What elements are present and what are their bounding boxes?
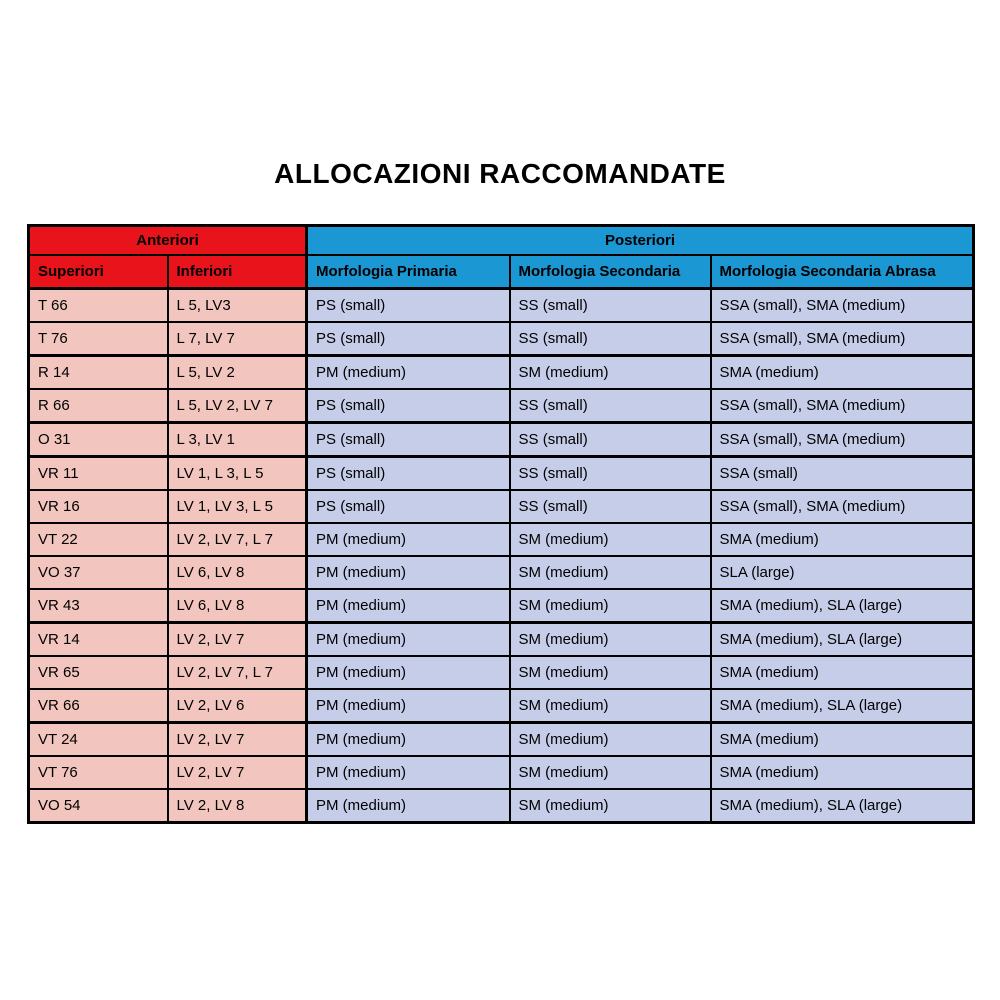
cell-morfologia-secondaria: SM (medium) [510, 789, 711, 823]
anteriori-section-header: Anteriori [29, 226, 307, 256]
cell-superiori: VR 65 [29, 656, 168, 689]
cell-morfologia-primaria: PM (medium) [307, 656, 510, 689]
table-row [29, 490, 974, 523]
table-row [29, 523, 974, 556]
cell-morfologia-secondaria: SM (medium) [510, 756, 711, 789]
cell-superiori: VR 66 [29, 689, 168, 723]
cell-morfologia-secondaria: SM (medium) [510, 623, 711, 657]
cell-superiori: VO 37 [29, 556, 168, 589]
posteriori-section-header: Posteriori [307, 226, 974, 256]
table-row [29, 689, 974, 723]
cell-morfologia-secondaria-abrasa: SMA (medium), SLA (large) [711, 789, 974, 823]
cell-superiori: VT 24 [29, 723, 168, 757]
table-row [29, 623, 974, 657]
cell-inferiori: L 7, LV 7 [168, 322, 307, 356]
cell-morfologia-primaria: PM (medium) [307, 723, 510, 757]
cell-morfologia-secondaria: SS (small) [510, 322, 711, 356]
table-row [29, 356, 974, 390]
cell-morfologia-secondaria: SS (small) [510, 490, 711, 523]
table-row [29, 756, 974, 789]
cell-morfologia-secondaria-abrasa: SMA (medium) [711, 723, 974, 757]
table-body [29, 289, 974, 823]
section-header-row [29, 226, 974, 256]
cell-inferiori: L 3, LV 1 [168, 423, 307, 457]
table-row [29, 322, 974, 356]
cell-inferiori: LV 2, LV 7, L 7 [168, 656, 307, 689]
cell-morfologia-primaria: PS (small) [307, 289, 510, 323]
cell-morfologia-primaria: PM (medium) [307, 589, 510, 623]
cell-morfologia-secondaria: SM (medium) [510, 656, 711, 689]
cell-morfologia-secondaria-abrasa: SMA (medium) [711, 656, 974, 689]
cell-superiori: R 14 [29, 356, 168, 390]
table-row [29, 556, 974, 589]
cell-morfologia-primaria: PM (medium) [307, 689, 510, 723]
table-row [29, 789, 974, 823]
cell-morfologia-primaria: PS (small) [307, 322, 510, 356]
cell-morfologia-secondaria-abrasa: SMA (medium), SLA (large) [711, 589, 974, 623]
table-row [29, 656, 974, 689]
cell-superiori: O 31 [29, 423, 168, 457]
cell-morfologia-secondaria: SM (medium) [510, 589, 711, 623]
cell-morfologia-secondaria-abrasa: SLA (large) [711, 556, 974, 589]
cell-inferiori: LV 2, LV 7, L 7 [168, 523, 307, 556]
cell-morfologia-secondaria-abrasa: SSA (small), SMA (medium) [711, 423, 974, 457]
column-header-row [29, 255, 974, 289]
cell-morfologia-secondaria: SM (medium) [510, 356, 711, 390]
cell-morfologia-primaria: PS (small) [307, 490, 510, 523]
table-row [29, 423, 974, 457]
cell-inferiori: L 5, LV 2 [168, 356, 307, 390]
cell-inferiori: L 5, LV3 [168, 289, 307, 323]
cell-morfologia-secondaria: SS (small) [510, 389, 711, 423]
cell-morfologia-secondaria: SS (small) [510, 457, 711, 491]
cell-morfologia-secondaria: SM (medium) [510, 523, 711, 556]
table-row [29, 723, 974, 757]
cell-superiori: VR 43 [29, 589, 168, 623]
cell-inferiori: LV 6, LV 8 [168, 556, 307, 589]
cell-superiori: VR 16 [29, 490, 168, 523]
cell-morfologia-secondaria: SM (medium) [510, 556, 711, 589]
cell-inferiori: LV 2, LV 8 [168, 789, 307, 823]
cell-superiori: VR 14 [29, 623, 168, 657]
cell-morfologia-secondaria: SS (small) [510, 289, 711, 323]
cell-morfologia-secondaria-abrasa: SMA (medium), SLA (large) [711, 689, 974, 723]
table-row [29, 289, 974, 323]
col-header-superiori: Superiori [29, 255, 168, 289]
table-row [29, 389, 974, 423]
table-row [29, 457, 974, 491]
cell-morfologia-primaria: PM (medium) [307, 789, 510, 823]
col-header-inferiori: Inferiori [168, 255, 307, 289]
cell-inferiori: LV 1, L 3, L 5 [168, 457, 307, 491]
col-header-morfologia-secondaria-abrasa: Morfologia Secondaria Abrasa [711, 255, 974, 289]
cell-morfologia-secondaria-abrasa: SMA (medium) [711, 756, 974, 789]
cell-inferiori: L 5, LV 2, LV 7 [168, 389, 307, 423]
cell-morfologia-secondaria-abrasa: SSA (small), SMA (medium) [711, 289, 974, 323]
cell-superiori: VT 76 [29, 756, 168, 789]
table-header [29, 226, 974, 289]
cell-morfologia-primaria: PS (small) [307, 389, 510, 423]
cell-morfologia-primaria: PM (medium) [307, 523, 510, 556]
table-row [29, 589, 974, 623]
cell-inferiori: LV 1, LV 3, L 5 [168, 490, 307, 523]
cell-inferiori: LV 2, LV 7 [168, 756, 307, 789]
cell-superiori: VT 22 [29, 523, 168, 556]
cell-inferiori: LV 2, LV 7 [168, 623, 307, 657]
allocation-table [27, 224, 975, 824]
cell-superiori: VR 11 [29, 457, 168, 491]
cell-morfologia-secondaria-abrasa: SSA (small), SMA (medium) [711, 322, 974, 356]
cell-morfologia-primaria: PS (small) [307, 457, 510, 491]
col-header-morfologia-secondaria: Morfologia Secondaria [510, 255, 711, 289]
cell-inferiori: LV 2, LV 7 [168, 723, 307, 757]
cell-morfologia-secondaria-abrasa: SSA (small), SMA (medium) [711, 490, 974, 523]
cell-morfologia-secondaria-abrasa: SSA (small), SMA (medium) [711, 389, 974, 423]
cell-morfologia-secondaria: SM (medium) [510, 723, 711, 757]
cell-superiori: R 66 [29, 389, 168, 423]
cell-morfologia-primaria: PM (medium) [307, 356, 510, 390]
cell-morfologia-secondaria-abrasa: SMA (medium) [711, 356, 974, 390]
cell-morfologia-secondaria-abrasa: SSA (small) [711, 457, 974, 491]
cell-morfologia-secondaria-abrasa: SMA (medium) [711, 523, 974, 556]
cell-morfologia-primaria: PM (medium) [307, 556, 510, 589]
cell-morfologia-primaria: PS (small) [307, 423, 510, 457]
cell-morfologia-secondaria-abrasa: SMA (medium), SLA (large) [711, 623, 974, 657]
cell-morfologia-secondaria: SM (medium) [510, 689, 711, 723]
cell-inferiori: LV 2, LV 6 [168, 689, 307, 723]
cell-superiori: VO 54 [29, 789, 168, 823]
cell-morfologia-secondaria: SS (small) [510, 423, 711, 457]
cell-morfologia-primaria: PM (medium) [307, 623, 510, 657]
cell-superiori: T 76 [29, 322, 168, 356]
col-header-morfologia-primaria: Morfologia Primaria [307, 255, 510, 289]
cell-superiori: T 66 [29, 289, 168, 323]
page-title: ALLOCAZIONI RACCOMANDATE [274, 158, 726, 189]
cell-morfologia-primaria: PM (medium) [307, 756, 510, 789]
cell-inferiori: LV 6, LV 8 [168, 589, 307, 623]
